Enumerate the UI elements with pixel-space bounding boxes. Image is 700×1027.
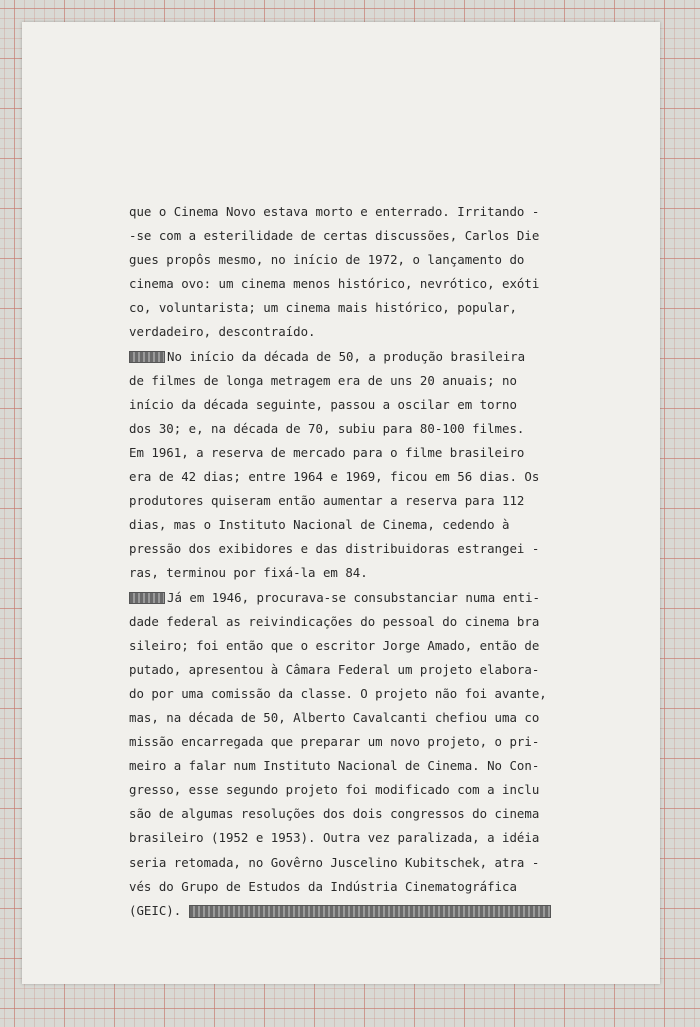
paragraph-line [129,586,609,610]
paragraph-line [129,345,609,369]
typewritten-text [129,200,609,923]
text-line: putado, apresentou à Câmara Federal um projeto elabora- [129,661,540,677]
text-line: que o Cinema Novo estava morto e enterrado. Irritando - [129,204,540,219]
text-line: No início da década de 50, a produção brasileira [167,348,526,364]
text-line: dade federal as reivindicações do pessoal do cinema bra [129,613,540,629]
text-line: produtores quiseram então aumentar a reserva para 112 [129,493,525,509]
text-line: -se com a esterilidade de certas discussões, Carlos Die [129,228,540,244]
paragraph-line [129,899,609,923]
text-line: cinema ovo: um cinema menos histórico, nevrótico, exóti [129,276,540,292]
text-line: era de 42 dias; entre 1964 e 1969, ficou em 56 dias. Os [129,469,540,485]
text-line: dias, mas o Instituto Nacional de Cinema, cedendo à [129,517,510,533]
text-line: sileiro; foi então que o escritor Jorge Amado, então de [129,637,540,653]
text-line: pressão dos exibidores e das distribuidoras estrangei - [129,541,540,557]
text-line: meiro a falar num Instituto Nacional de Cinema. No Con- [129,758,540,774]
redaction-mark [129,592,165,604]
text-line: seria retomada, no Govêrno Juscelino Kubitschek, atra - [129,854,540,870]
text-line: mas, na década de 50, Alberto Cavalcanti chefiou uma co [129,709,540,725]
text-line: (GEIC). [129,902,182,918]
text-line: gues propôs mesmo, no início de 1972, o lançamento do [129,252,525,268]
text-line: Já em 1946, procurava-se consubstanciar numa enti- [167,589,540,605]
text-line: Em 1961, a reserva de mercado para o filme brasileiro [129,444,525,460]
text-line: brasileiro (1952 e 1953). Outra vez paralizada, a idéia [129,830,540,846]
text-line: são de algumas resoluções dos dois congressos do cinema [129,806,540,822]
text-line: gresso, esse segundo projeto foi modificado com a inclu [129,782,540,798]
text-line: dos 30; e, na década de 70, subiu para 80-100 filmes. [129,420,525,436]
typed-page [22,22,660,984]
text-line: ras, terminou por fixá-la em 84. [129,565,368,581]
text-line: de filmes de longa metragem era de uns 20 anuais; no [129,372,517,388]
text-line: vés do Grupo de Estudos da Indústria Cinematográfica [129,878,517,894]
redaction-mark [129,351,165,363]
text-line: do por uma comissão da classe. O projeto não foi avante, [129,685,547,701]
text-line: verdadeiro, descontraído. [129,324,316,340]
text-line: missão encarregada que preparar um novo projeto, o pri- [129,734,540,750]
text-line: início da década seguinte, passou a oscilar em torno [129,396,517,412]
redaction-mark [189,905,551,918]
text-line: co, voluntarista; um cinema mais histórico, popular, [129,300,517,316]
